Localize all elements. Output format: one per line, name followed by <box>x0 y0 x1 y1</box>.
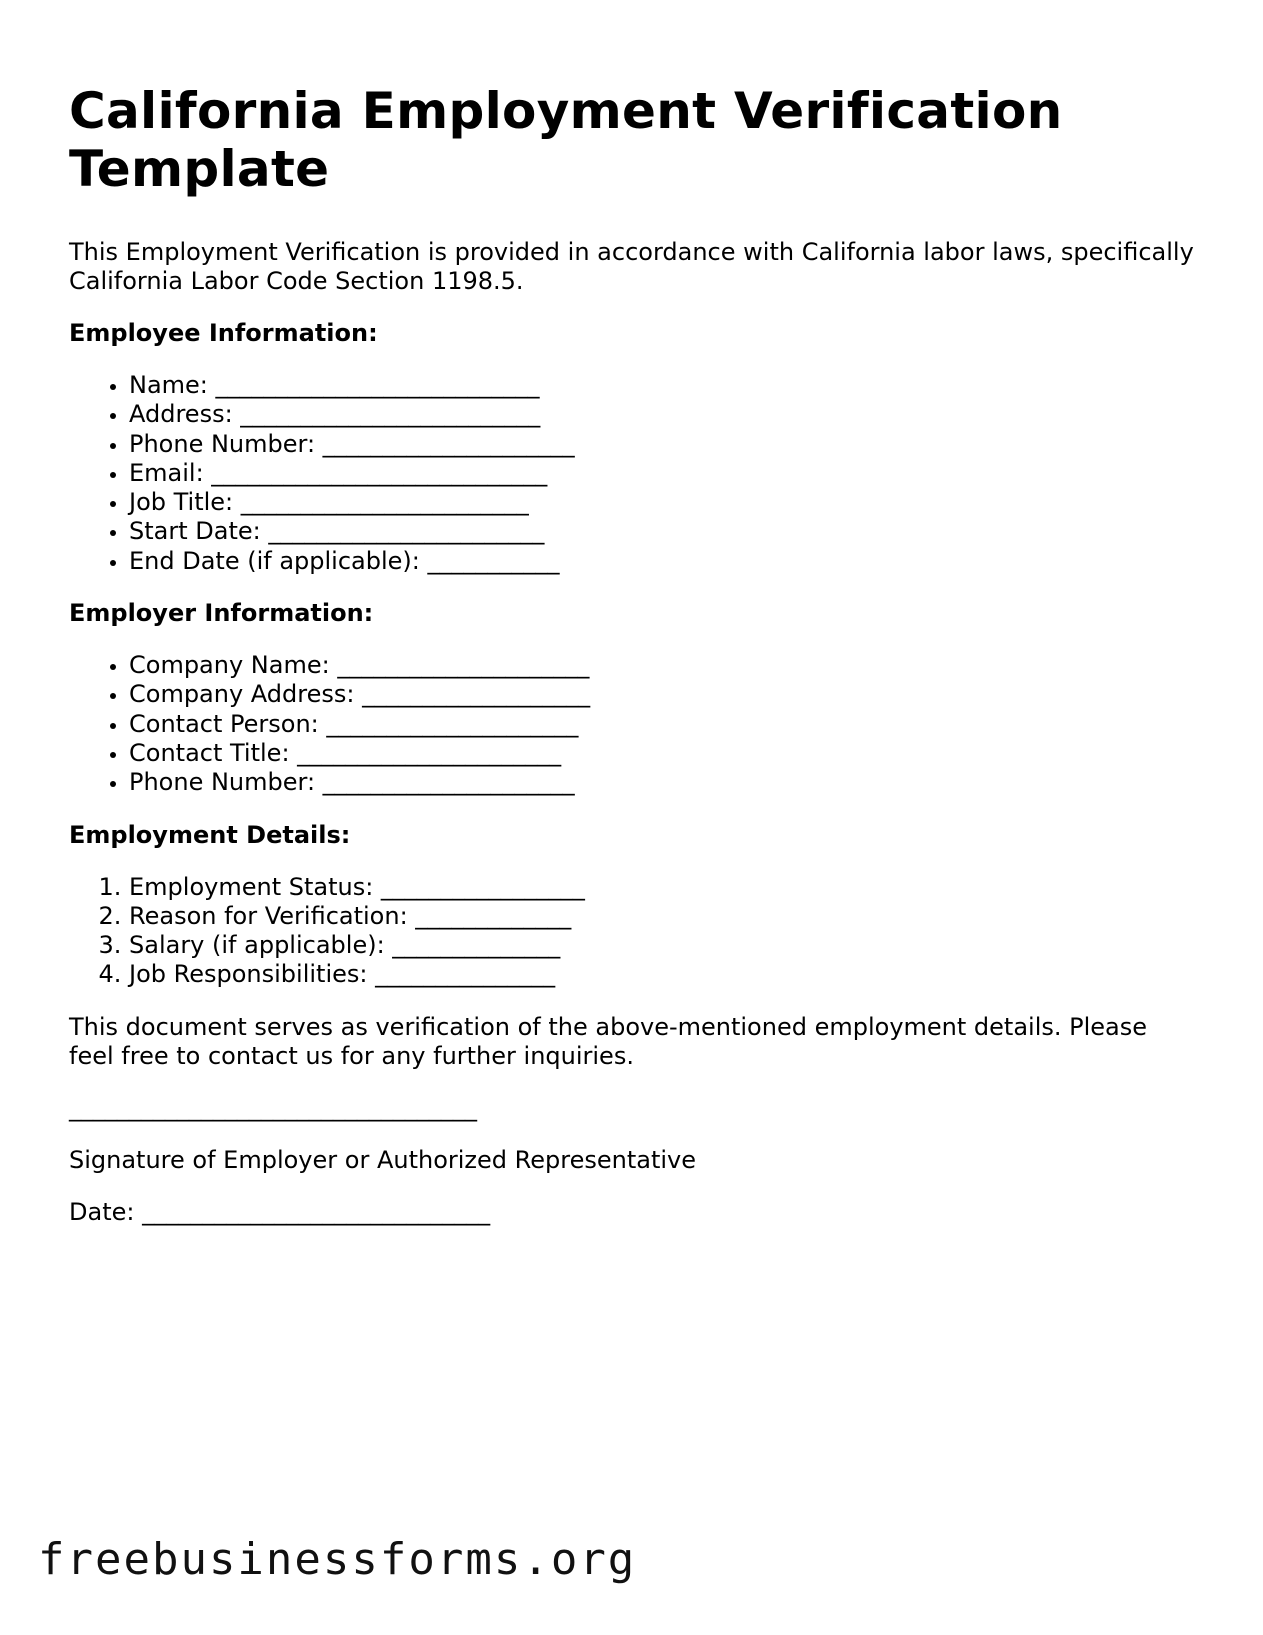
employee-address-field[interactable]: • Address: _________________________ <box>129 400 1199 429</box>
closing-paragraph: This document serves as verification of the above-mentioned employment details. Please feel free to contact us for any further inquiries. <box>69 1012 1148 1070</box>
employer-info-list <box>69 651 1199 797</box>
signature-label: Signature of Employer or Authorized Representative <box>69 1145 696 1174</box>
page-title: California Employment Verification Template <box>69 82 1063 198</box>
signature-line[interactable]: __________________________________ <box>69 1093 477 1122</box>
employee-name-field[interactable]: • Name: ___________________________ <box>129 371 1199 400</box>
company-address-field[interactable]: • Company Address: ___________________ <box>129 680 1199 709</box>
employee-start-date-field[interactable]: • Start Date: _______________________ <box>129 517 1199 546</box>
site-watermark: freebusinessforms.org <box>38 1534 637 1585</box>
company-name-field[interactable]: • Company Name: _____________________ <box>129 651 1199 680</box>
contact-title-field[interactable]: • Contact Title: ______________________ <box>129 739 1199 768</box>
employee-job-title-field[interactable]: • Job Title: ________________________ <box>129 488 1199 517</box>
verification-reason-field[interactable]: 2. Reason for Verification: _____________ <box>129 902 1199 931</box>
employer-info-heading: Employer Information: <box>69 599 374 628</box>
salary-field[interactable]: 3. Salary (if applicable): ______________ <box>129 931 1199 960</box>
job-responsibilities-field[interactable]: 4. Job Responsibilities: _______________ <box>129 960 1199 989</box>
employment-details-heading: Employment Details: <box>69 820 351 849</box>
signature-date-field[interactable]: Date: _____________________________ <box>69 1197 491 1226</box>
employee-info-heading: Employee Information: <box>69 319 378 347</box>
contact-person-field[interactable]: • Contact Person: _____________________ <box>129 710 1199 739</box>
employer-phone-field[interactable]: • Phone Number: _____________________ <box>129 768 1199 797</box>
employment-status-field[interactable]: 1. Employment Status: _________________ <box>129 873 1199 902</box>
employee-phone-field[interactable]: • Phone Number: _____________________ <box>129 430 1199 459</box>
employee-email-field[interactable]: • Email: ____________________________ <box>129 459 1199 488</box>
employee-info-list <box>69 371 1199 576</box>
employee-end-date-field[interactable]: • End Date (if applicable): ___________ <box>129 547 1199 576</box>
document-page <box>69 82 1199 1227</box>
intro-paragraph: This Employment Verification is provided in accordance with California labor laws, specifically California Labor Code Section 1198.5. <box>69 238 1194 295</box>
employment-details-list <box>69 873 1199 990</box>
